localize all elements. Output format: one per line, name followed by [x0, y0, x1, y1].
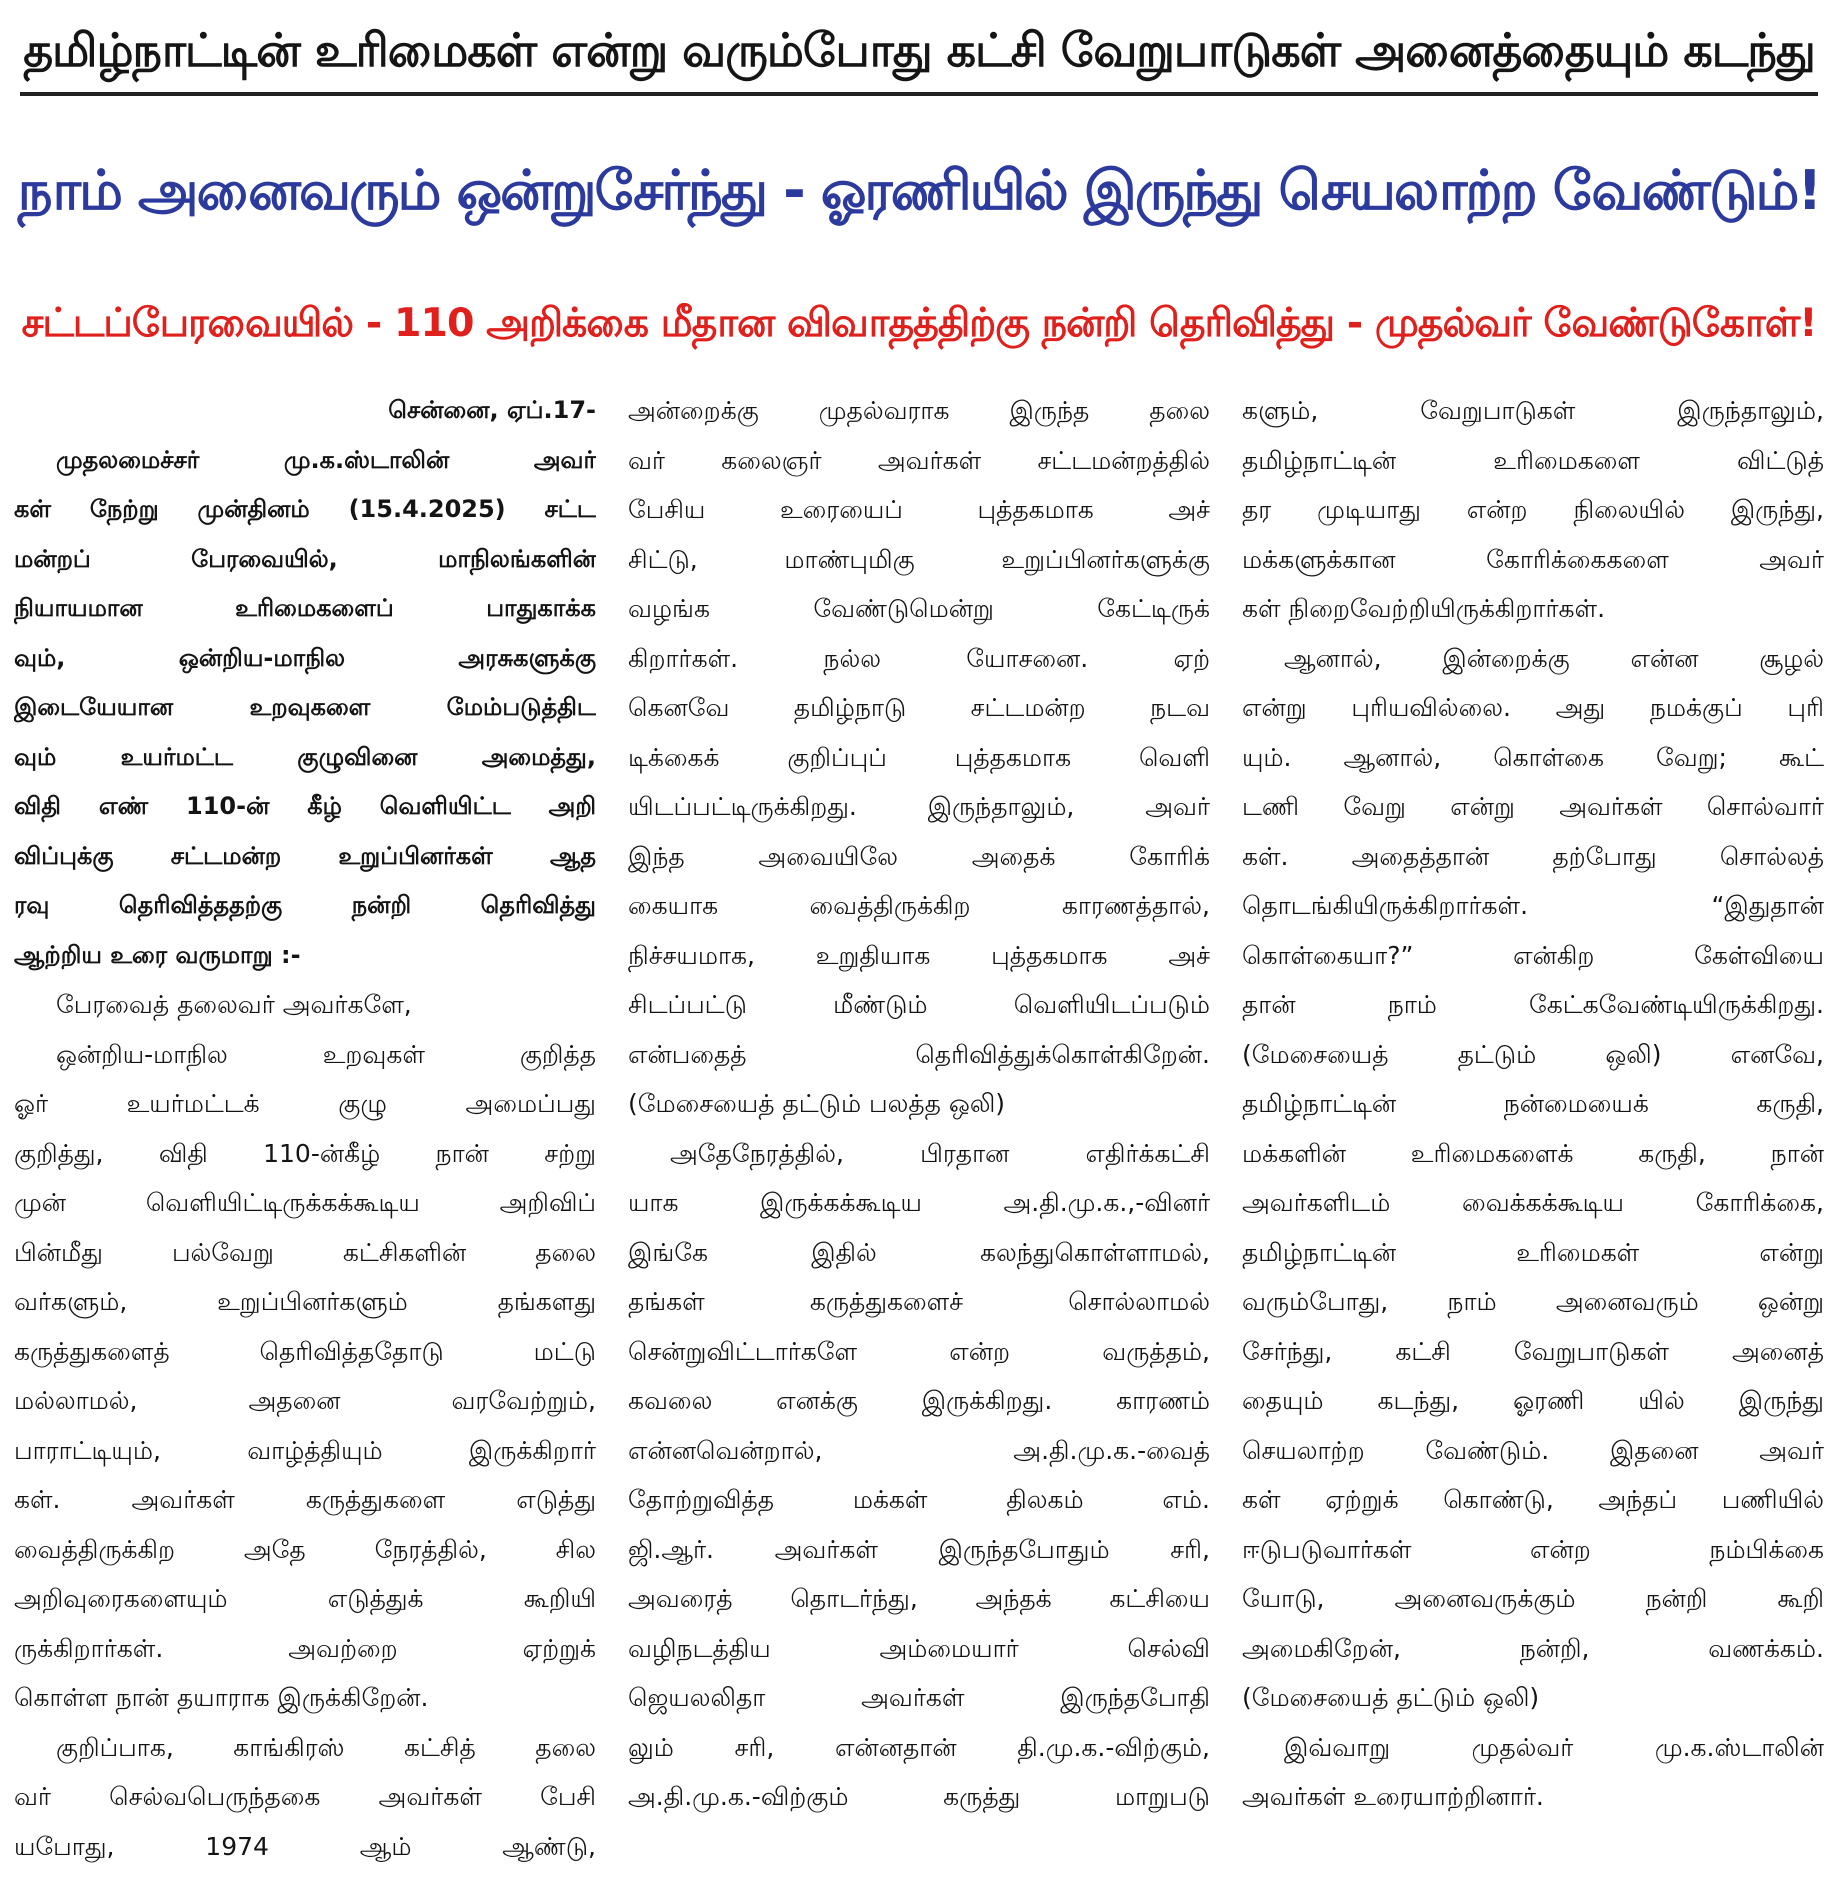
- text-line: கள் நிறைவேற்றியிருக்கிறார்கள்.: [1242, 594, 1606, 623]
- text-line: பாராட்டியும், வாழ்த்தியும் இருக்கிறார்: [14, 1435, 596, 1465]
- text-line: பின்மீது பல்வேறு கட்சிகளின் தலை: [14, 1237, 596, 1267]
- text-line: கிறார்கள். நல்ல யோசனை. ஏற்: [628, 643, 1210, 673]
- text-line: கையாக வைத்திருக்கிற காரணத்தால்,: [628, 891, 1210, 920]
- text-line: விப்புக்கு சட்டமன்ற உறுப்பினர்கள் ஆத: [14, 841, 596, 870]
- text-line: அறிவுரைகளையும் எடுத்துக் கூறியி: [14, 1584, 596, 1613]
- text-line: கெனவே தமிழ்நாடு சட்டமன்ற நடவ: [628, 693, 1210, 722]
- text-line: அ.தி.மு.க.-விற்கும் கருத்து மாறுபடு: [628, 1782, 1210, 1811]
- text-line: நிச்சயமாக, உறுதியாக புத்தகமாக அச்: [628, 940, 1210, 970]
- text-line: இந்த அவையிலே அதைக் கோரிக்: [628, 841, 1210, 871]
- text-line: பேரவைத் தலைவர் அவர்களே,: [56, 990, 412, 1019]
- text-line: கள் ஏற்றுக் கொண்டு, அந்தப் பணியில்: [1242, 1485, 1824, 1514]
- text-line: முதலமைச்சர் மு.க.ஸ்டாலின் அவர்: [56, 445, 596, 474]
- text-line: என்று புரியவில்லை. அது நமக்குப் புரி: [1242, 693, 1824, 722]
- headline-rule: [20, 92, 1818, 96]
- column-2: [628, 386, 1210, 1876]
- column-3: [1242, 386, 1824, 1876]
- text-line: மக்களுக்கான கோரிக்கைகளை அவர்: [1242, 544, 1824, 574]
- text-line: மல்லாமல், அதனை வரவேற்றும்,: [14, 1386, 596, 1415]
- text-line: முன் வெளியிட்டிருக்கக்கூடிய அறிவிப்: [14, 1188, 596, 1217]
- text-line: யும். ஆனால், கொள்கை வேறு; கூட்: [1242, 742, 1824, 772]
- text-line: ருக்கிறார்கள். அவற்றை ஏற்றுக்: [14, 1633, 596, 1663]
- text-line: கள். அதைத்தான் தற்போது சொல்லத்: [1242, 841, 1824, 871]
- text-line: கள் நேற்று முன்தினம் (15.4.2025) சட்ட: [14, 495, 596, 523]
- text-line: இவ்வாறு முதல்வர் மு.க.ஸ்டாலின்: [1284, 1732, 1824, 1762]
- text-line: தொடங்கியிருக்கிறார்கள். “இதுதான்: [1242, 891, 1824, 920]
- sub-headline: சட்டப்பேரவையில் - 110 அறிக்கை மீதான விவாதத்திற்கு நன்றி தெரிவித்து - முதல்வர் வேண்டுகோள்!: [21, 300, 1817, 346]
- text-line: (மேசையைத் தட்டும் ஒலி) எனவே,: [1242, 1039, 1824, 1069]
- text-line: கொள்ள நான் தயாராக இருக்கிறேன்.: [14, 1683, 429, 1712]
- text-line: ரவு தெரிவித்ததற்கு நன்றி தெரிவித்து: [14, 891, 596, 919]
- text-line: வழங்க வேண்டுமென்று கேட்டிருக்: [628, 594, 1210, 623]
- text-line: சிடப்பட்டு மீண்டும் வெளியிடப்படும்: [628, 990, 1210, 1019]
- text-line: அவர்கள் உரையாற்றினார்.: [1242, 1782, 1544, 1811]
- text-line: இடையேயான உறவுகளை மேம்படுத்திட: [14, 693, 596, 721]
- text-line: பேசிய உரையைப் புத்தகமாக அச்: [628, 495, 1210, 524]
- text-line: என்பதைத் தெரிவித்துக்கொள்கிறேன்.: [628, 1039, 1210, 1069]
- text-line: கவலை எனக்கு இருக்கிறது. காரணம்: [628, 1386, 1210, 1415]
- text-line: அமைகிறேன், நன்றி, வணக்கம்.: [1242, 1633, 1824, 1663]
- text-line: வரும்போது, நாம் அனைவரும் ஒன்று: [1242, 1287, 1824, 1316]
- text-line: ஈடுபடுவார்கள் என்ற நம்பிக்கை: [1242, 1534, 1824, 1564]
- text-line: அவர்களிடம் வைக்கக்கூடிய கோரிக்கை,: [1242, 1188, 1824, 1217]
- text-line: அவரைத் தொடர்ந்து, அந்தக் கட்சியை: [628, 1584, 1210, 1613]
- text-line: செயலாற்ற வேண்டும். இதனை அவர்: [1242, 1435, 1824, 1465]
- text-line: சேர்ந்து, கட்சி வேறுபாடுகள் அனைத்: [1242, 1336, 1824, 1366]
- main-headline: நாம் அனைவரும் ஒன்றுசேர்ந்து - ஓரணியில் இருந்து செயலாற்ற வேண்டும்!: [17, 158, 1821, 222]
- text-line: லும் சரி, என்னதான் தி.மு.க.-விற்கும்,: [628, 1732, 1210, 1762]
- text-line: மன்றப் பேரவையில், மாநிலங்களின்: [14, 544, 596, 573]
- text-line: தங்கள் கருத்துகளைச் சொல்லாமல்: [628, 1287, 1210, 1316]
- text-line: யபோது, 1974 ஆம் ஆண்டு,: [14, 1831, 596, 1861]
- text-line: வழிநடத்திய அம்மையார் செல்வி: [628, 1633, 1210, 1663]
- text-line: தர முடியாது என்ற நிலையில் இருந்து,: [1242, 495, 1824, 524]
- text-line: தமிழ்நாட்டின் நன்மையைக் கருதி,: [1242, 1089, 1824, 1118]
- text-line: கருத்துகளைத் தெரிவித்ததோடு மட்டு: [14, 1336, 596, 1366]
- text-line: ஜெயலலிதா அவர்கள் இருந்தபோதி: [628, 1683, 1210, 1712]
- text-line: தான் நாம் கேட்கவேண்டியிருக்கிறது.: [1242, 990, 1824, 1019]
- text-line: ஓர் உயர்மட்டக் குழு அமைப்பது: [14, 1089, 596, 1118]
- column-1: [14, 386, 596, 1876]
- text-line: ஜி.ஆர். அவர்கள் இருந்தபோதும் சரி,: [628, 1534, 1210, 1564]
- text-line: கொள்கையா?” என்கிற கேள்வியை: [1242, 940, 1824, 970]
- text-line: யாக இருக்கக்கூடிய அ.தி.மு.க.,-வினர்: [628, 1188, 1210, 1217]
- dateline: சென்னை, ஏப்.17-: [388, 396, 596, 424]
- text-line: வும் உயர்மட்ட குழுவினை அமைத்து,: [14, 742, 596, 771]
- text-line: குறிப்பாக, காங்கிரஸ் கட்சித் தலை: [56, 1732, 596, 1762]
- text-line: (மேசையைத் தட்டும் பலத்த ஒலி): [628, 1089, 1006, 1118]
- text-line: ஆனால், இன்றைக்கு என்ன சூழல்: [1284, 643, 1824, 673]
- text-line: நியாயமான உரிமைகளைப் பாதுகாக்க: [14, 594, 596, 622]
- text-line: குறித்து, விதி 110-ன்கீழ் நான் சற்று: [14, 1138, 596, 1168]
- text-line: தையும் கடந்து, ஓரணி யில் இருந்து: [1242, 1386, 1824, 1415]
- kicker-headline: தமிழ்நாட்டின் உரிமைகள் என்று வரும்போது கட்சி வேறுபாடுகள் அனைத்தையும் கடந்து: [23, 23, 1815, 77]
- text-line: கள். அவர்கள் கருத்துகளை எடுத்து: [14, 1485, 596, 1514]
- text-line: ஆற்றிய உரை வருமாறு :-: [14, 940, 301, 969]
- text-line: வர் செல்வபெருந்தகை அவர்கள் பேசி: [14, 1782, 596, 1811]
- text-line: சிட்டு, மாண்புமிகு உறுப்பினர்களுக்கு: [628, 544, 1210, 574]
- text-line: வும், ஒன்றிய-மாநில அரசுகளுக்கு: [14, 643, 596, 672]
- text-line: டணி வேறு என்று அவர்கள் சொல்வார்: [1242, 792, 1824, 821]
- text-line: தமிழ்நாட்டின் உரிமைகளை விட்டுத்: [1242, 445, 1824, 475]
- text-line: டிக்கைக் குறிப்புப் புத்தகமாக வெளி: [628, 742, 1210, 772]
- text-line: வர்களும், உறுப்பினர்களும் தங்களது: [14, 1287, 596, 1316]
- text-line: ஒன்றிய-மாநில உறவுகள் குறித்த: [56, 1039, 596, 1069]
- text-line: அதேநேரத்தில், பிரதான எதிர்க்கட்சி: [670, 1138, 1210, 1168]
- text-line: யோடு, அனைவருக்கும் நன்றி கூறி: [1242, 1584, 1824, 1613]
- text-line: யிடப்பட்டிருக்கிறது. இருந்தாலும், அவர்: [628, 792, 1210, 821]
- text-line: விதி எண் 110-ன் கீழ் வெளியிட்ட அறி: [14, 792, 596, 820]
- text-line: என்னவென்றால், அ.தி.மு.க.-வைத்: [628, 1435, 1210, 1465]
- text-line: வர் கலைஞர் அவர்கள் சட்டமன்றத்தில்: [628, 445, 1210, 475]
- text-line: சென்றுவிட்டார்களே என்ற வருத்தம்,: [628, 1336, 1210, 1366]
- text-line: இங்கே இதில் கலந்துகொள்ளாமல்,: [628, 1237, 1210, 1267]
- text-line: அன்றைக்கு முதல்வராக இருந்த தலை: [628, 396, 1210, 425]
- article-body: [14, 386, 1824, 1876]
- text-line: தமிழ்நாட்டின் உரிமைகள் என்று: [1242, 1237, 1824, 1267]
- text-line: களும், வேறுபாடுகள் இருந்தாலும்,: [1242, 396, 1824, 425]
- text-line: தோற்றுவித்த மக்கள் திலகம் எம்.: [628, 1485, 1210, 1514]
- text-line: (மேசையைத் தட்டும் ஒலி): [1242, 1683, 1540, 1712]
- text-line: வைத்திருக்கிற அதே நேரத்தில், சில: [14, 1534, 596, 1564]
- text-line: மக்களின் உரிமைகளைக் கருதி, நான்: [1242, 1138, 1824, 1168]
